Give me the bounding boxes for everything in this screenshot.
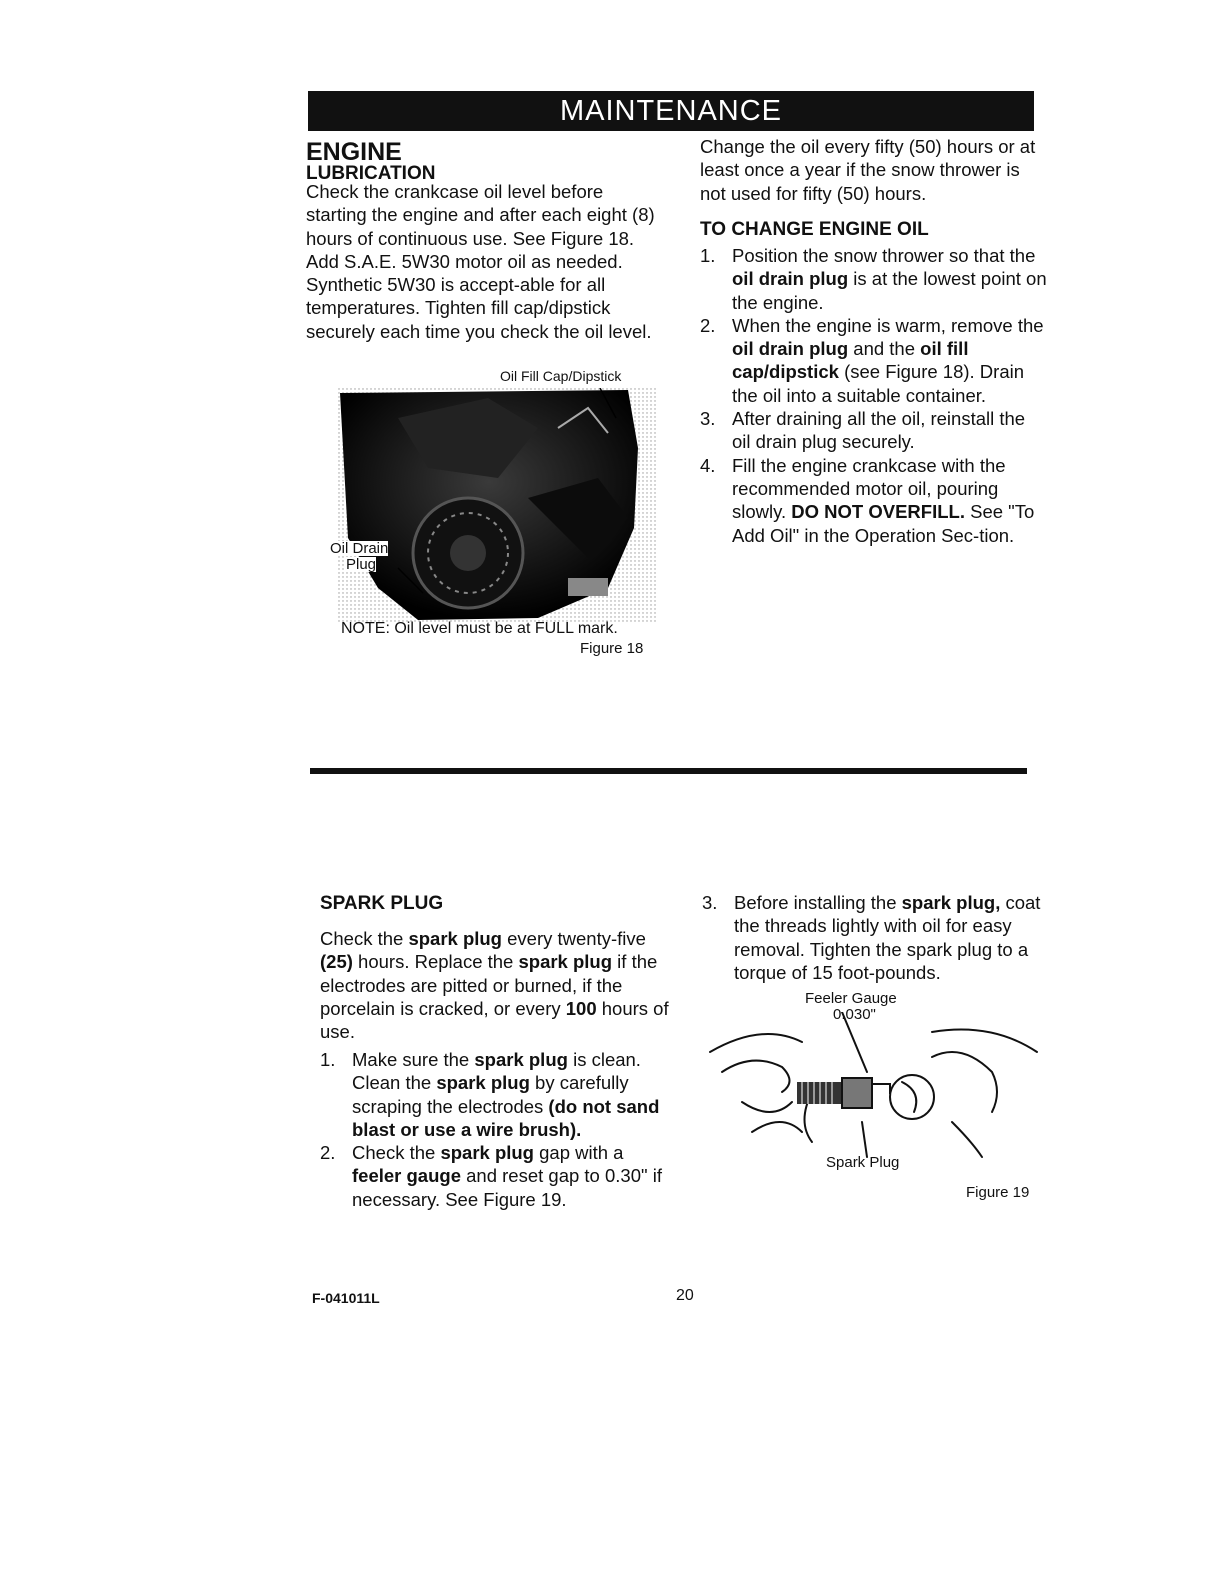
step-bold: feeler gauge bbox=[352, 1165, 461, 1187]
engine-photo bbox=[338, 388, 656, 624]
list-item bbox=[700, 314, 1048, 407]
step-number: 4. bbox=[700, 454, 716, 476]
list-item bbox=[700, 407, 1048, 454]
intro-text: if the electrodes are pitted or burned, if the porcelain is cracked, or every bbox=[320, 951, 658, 1019]
step-text: and the bbox=[848, 338, 921, 360]
step-bold: oil drain plug bbox=[732, 268, 849, 290]
step-text: After draining all the oil, reinstall the oil drain plug securely. bbox=[732, 408, 1026, 453]
change-oil-steps bbox=[700, 244, 1048, 547]
intro-bold: (25) bbox=[320, 951, 353, 973]
document-code: F-041011L bbox=[312, 1290, 380, 1306]
list-item bbox=[320, 1141, 672, 1211]
list-item bbox=[700, 454, 1048, 547]
spark-plug-illustration bbox=[702, 1012, 1042, 1172]
step-text: is at the lowest point on the engine. bbox=[732, 268, 1047, 313]
step-bold: spark plug, bbox=[901, 892, 1001, 913]
fig18-label-fill-cap: Oil Fill Cap/Dipstick bbox=[500, 368, 622, 384]
step-bold: spark plug bbox=[440, 1142, 534, 1164]
intro-bold: 100 bbox=[565, 997, 597, 1019]
spark-plug-intro bbox=[320, 927, 670, 1043]
fig18-caption: Figure 18 bbox=[580, 640, 644, 657]
step-number: 3. bbox=[702, 892, 718, 913]
step-bold: oil fill cap/dipstick bbox=[732, 338, 969, 383]
intro-bold: spark plug bbox=[518, 951, 613, 973]
change-oil-heading: TO CHANGE ENGINE OIL bbox=[700, 219, 929, 240]
section-divider bbox=[310, 768, 1027, 774]
step-text: When the engine is warm, remove the bbox=[732, 314, 1044, 336]
fig19-label-gauge: Feeler Gauge bbox=[805, 990, 897, 1007]
list-item bbox=[700, 244, 1048, 314]
step-text: Position the snow thrower so that the bbox=[732, 245, 1036, 266]
step-text: is clean. Clean the bbox=[352, 1049, 641, 1094]
spark-plug-steps-left bbox=[320, 1048, 672, 1211]
step-bold: (do not sand blast or use a wire brush). bbox=[352, 1095, 660, 1140]
engine-heading: ENGINE bbox=[306, 138, 402, 166]
intro-text: hours of use. bbox=[320, 997, 669, 1043]
intro-text: hours. Replace the bbox=[352, 951, 519, 973]
step-text: Make sure the bbox=[352, 1049, 475, 1070]
lubrication-heading: LUBRICATION bbox=[306, 163, 436, 184]
fig18-label-drain-2: Plug bbox=[346, 556, 377, 573]
step-text: coat the threads lightly with oil for easy removal. Tighten the spark plug to a torque of 15 foot-pounds. bbox=[734, 892, 1041, 983]
fig19-label-plug: Spark Plug bbox=[826, 1154, 900, 1171]
step-text: gap with a bbox=[534, 1142, 624, 1164]
step-number: 2. bbox=[700, 314, 716, 336]
fig18-label-drain-1: Oil Drain bbox=[330, 540, 389, 557]
lubrication-text: Check the crankcase oil level before starting the engine and after each eight (8) hours of continuous use. See Figure 18. Add S.A.E. 5W30 motor oil as needed. Synthetic 5W30 is accept-able for all temperatures. Tighten fill cap/dipstick securely each time you check the oil level. bbox=[306, 181, 655, 342]
fig19-label-gap: 0.030" bbox=[833, 1006, 876, 1023]
step-text: Before installing the bbox=[734, 892, 902, 913]
intro-text: every twenty-five bbox=[502, 928, 646, 949]
step-text: (see Figure 18). Drain the oil into a suitable container. bbox=[732, 361, 1025, 406]
oil-change-interval: Change the oil every fifty (50) hours or at least once a year if the snow thrower is not used for fifty (50) hours. bbox=[700, 136, 1036, 204]
intro-text: Check the bbox=[320, 928, 409, 949]
step-text: See "To Add Oil" in the Operation Sec-tion. bbox=[732, 501, 1035, 546]
list-item bbox=[320, 1048, 672, 1141]
fig18-note: NOTE: Oil level must be at FULL mark. bbox=[341, 620, 618, 637]
step-text: Fill the engine crankcase with the recommended motor oil, pouring slowly. bbox=[732, 454, 1006, 523]
step-number: 2. bbox=[320, 1142, 336, 1164]
spark-plug-steps-right bbox=[702, 891, 1047, 984]
step-number: 3. bbox=[700, 408, 716, 430]
section-banner: MAINTENANCE bbox=[308, 91, 1034, 131]
fig19-caption: Figure 19 bbox=[966, 1184, 1030, 1201]
spark-plug-heading: SPARK PLUG bbox=[320, 893, 444, 914]
step-bold: DO NOT OVERFILL. bbox=[791, 501, 965, 523]
step-text: Check the bbox=[352, 1142, 441, 1164]
intro-bold: spark plug bbox=[408, 928, 502, 949]
step-text: and reset gap to 0.30" if necessary. See Figure 19. bbox=[352, 1165, 662, 1210]
step-number: 1. bbox=[700, 245, 716, 266]
page-number: 20 bbox=[676, 1287, 694, 1304]
step-bold: spark plug bbox=[436, 1072, 530, 1094]
step-bold: spark plug bbox=[474, 1049, 568, 1070]
step-number: 1. bbox=[320, 1049, 336, 1070]
step-text: by carefully scraping the electrodes bbox=[352, 1072, 629, 1117]
list-item bbox=[702, 891, 1047, 984]
step-bold: oil drain plug bbox=[732, 338, 849, 360]
